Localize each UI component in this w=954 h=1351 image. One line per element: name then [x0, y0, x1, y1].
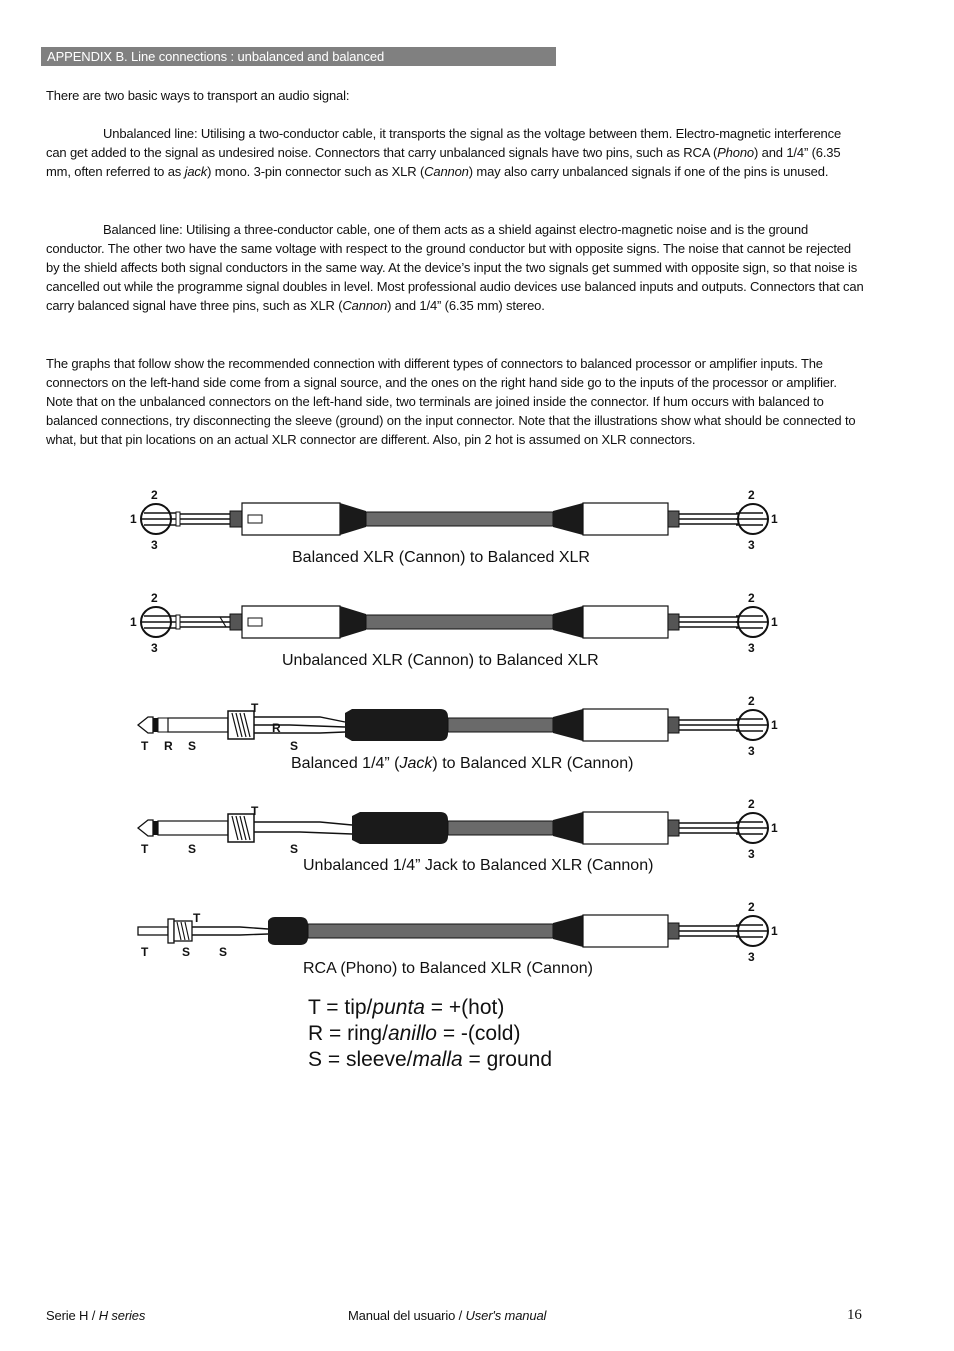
terminal-label: S: [182, 945, 191, 959]
cable-unbal-xlr-to-xlr: [141, 606, 768, 638]
pin-label: 3: [748, 847, 755, 861]
terminal-label: T: [141, 842, 149, 856]
legend-tip: T = tip/punta = +(hot): [308, 996, 505, 1019]
terminal-label: S: [188, 739, 197, 753]
caption-ts-xlr: Unbalanced 1/4” Jack to Balanced XLR (Cannon): [303, 857, 654, 874]
caption-rca-xlr: RCA (Phono) to Balanced XLR (Cannon): [303, 960, 593, 977]
pin-label: 1: [771, 718, 778, 732]
terminal-label: S: [290, 739, 299, 753]
pin-label: 3: [748, 641, 755, 655]
caption-xlr-xlr: Balanced XLR (Cannon) to Balanced XLR: [292, 549, 590, 566]
pin-label: 1: [130, 615, 137, 629]
terminal-label: R: [164, 739, 173, 753]
pin-label: 1: [771, 924, 778, 938]
pin-label: 2: [748, 591, 755, 605]
terminal-label: S: [290, 842, 299, 856]
pin-label: 3: [748, 950, 755, 964]
cable-ts-to-xlr: [138, 812, 768, 844]
pin-label: 3: [748, 744, 755, 758]
caption-unbal-xlr-xlr: Unbalanced XLR (Cannon) to Balanced XLR: [282, 652, 599, 669]
pin-label: 2: [151, 488, 158, 502]
footer-manual: Manual del usuario / User's manual: [348, 1308, 547, 1323]
terminal-label: S: [188, 842, 197, 856]
unbalanced-paragraph: Unbalanced line: Utilising a two-conductor cable, it transports the signal as the voltage between them. Electro-magnetic interference can get added to the signal as undesired noise. Connectors that carry unbalanced signals have two pins, such as RCA (Phono) and 1/4” (6.35 mm, often referred to as jack) mono. 3-pin connector such as XLR (Cannon) may also carry unbalanced signals if one of the pins is unused.: [46, 126, 842, 180]
legend: [308, 996, 552, 1071]
cable-trs-to-xlr: [138, 709, 768, 741]
footer-series: Serie H / H series: [46, 1308, 146, 1323]
cable-xlr-to-xlr: [141, 503, 768, 535]
section-header: APPENDIX B. Line connections : unbalanced and balanced: [41, 47, 556, 66]
pin-label: 2: [748, 900, 755, 914]
pin-label: 3: [151, 641, 158, 655]
legend-ring: R = ring/anillo = -(cold): [308, 1022, 521, 1045]
pin-label: 2: [748, 797, 755, 811]
balanced-paragraph: Balanced line: Utilising a three-conductor cable, one of them acts as a shield against electro-magnetic noise and is the ground conductor. The other two have the same voltage with respect to the ground conductor but with opposite signs. The noise that cannot be rejected by the shield affects both signal conductors in the same way. At the device’s input the two signals get summed with opposite sign, so that noise is cancelled out while the programme signal doubles in level. Most professional audio devices use balanced inputs and outputs. Connectors that can carry balanced signal have three pins, such as XLR (Cannon) and 1/4” (6.35 mm) stereo.: [46, 222, 864, 314]
terminal-label: T: [251, 804, 259, 818]
page-number: 16: [847, 1307, 862, 1323]
pin-label: 1: [130, 512, 137, 526]
pin-label: 2: [748, 488, 755, 502]
terminal-label: T: [141, 945, 149, 959]
legend-sleeve: S = sleeve/malla = ground: [308, 1048, 552, 1071]
terminal-label: T: [193, 911, 201, 925]
pin-label: 1: [771, 615, 778, 629]
terminal-label: S: [219, 945, 228, 959]
terminal-label: T: [251, 701, 259, 715]
pin-label: 3: [748, 538, 755, 552]
terminal-label: T: [141, 739, 149, 753]
pin-label: 1: [771, 821, 778, 835]
pin-label: 2: [151, 591, 158, 605]
intro-paragraph: There are two basic ways to transport an audio signal:: [46, 88, 350, 103]
pin-label: 2: [748, 694, 755, 708]
terminal-label: R: [272, 721, 281, 735]
caption-trs-xlr: Balanced 1/4” (Jack) to Balanced XLR (Cannon): [291, 755, 634, 772]
graphs-paragraph: The graphs that follow show the recommended connection with different types of connectors to balanced processor or amplifier inputs. The connectors on the left-hand side come from a signal source, and the ones on the right hand side go to the inputs of the processor or amplifier. Note that on the unbalanced connectors on the left-hand side, two terminals are joined inside the connector. If hum occurs with balanced to balanced connections, try disconnecting the sleeve (ground) on the input connector. Note that the illustrations show what should be connected to what, but that pin locations on an actual XLR connector are different. Also, pin 2 hot is assumed on XLR connectors.: [46, 356, 856, 448]
pin-label: 3: [151, 538, 158, 552]
cable-rca-to-xlr: [138, 915, 768, 947]
pin-label: 1: [771, 512, 778, 526]
